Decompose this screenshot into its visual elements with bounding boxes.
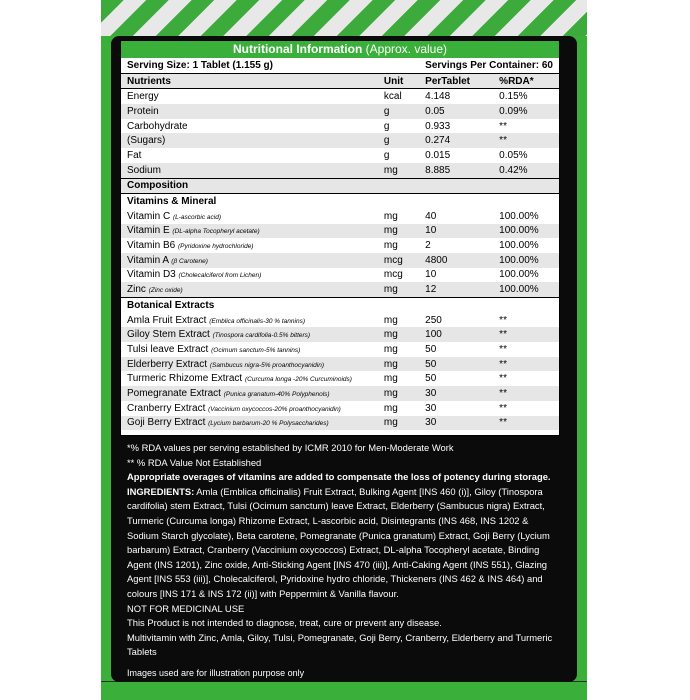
nutrient-name: Tulsi leave Extract (127, 343, 209, 355)
per-tablet-cell: 100 (419, 327, 493, 342)
nutrient-name: Energy (127, 91, 159, 103)
scientific-name: (L-ascorbic acid) (172, 213, 221, 221)
nutrient-row (121, 148, 559, 163)
vitamin-row (121, 209, 559, 224)
not-medicinal: NOT FOR MEDICINAL USE (127, 602, 245, 614)
nutrient-name: Goji Berry Extract (127, 417, 206, 429)
scientific-name: (DL-alpha Tocopheryl acetate) (172, 228, 260, 236)
col-unit: Unit (378, 73, 419, 89)
composition-label: Composition (121, 178, 559, 194)
vitamins-body (121, 209, 559, 298)
per-tablet-cell: 0.05 (419, 104, 493, 119)
rda-cell: 100.00% (499, 210, 539, 222)
col-per-tablet: PerTablet (419, 73, 493, 89)
per-tablet-cell: 0.015 (425, 149, 451, 161)
rda-cell: ** (499, 120, 507, 132)
rda-cell: ** (493, 386, 559, 401)
per-tablet-cell: 4800 (419, 253, 493, 268)
rda-cell: ** (493, 416, 559, 431)
botanical-label: Botanical Extracts (121, 298, 559, 313)
unit-cell: g (378, 104, 419, 119)
per-tablet-cell: 50 (419, 357, 493, 372)
nutrient-name: Vitamin B6 (127, 240, 176, 252)
nutrient-name-cell (121, 104, 378, 119)
serving-row (121, 58, 559, 73)
product-description: Multivitamin with Zinc, Amla, Giloy, Tulsi, Pomegranate, Goji Berry, Cranberry, Elderberry and Turmeric Tablets (127, 631, 553, 658)
vitamin-row (121, 238, 559, 253)
rda-cell: 100.00% (493, 282, 559, 297)
unit-cell: mg (378, 416, 419, 431)
nutrition-table (120, 40, 560, 436)
rda-cell: ** (499, 314, 507, 326)
vitamin-row (121, 224, 559, 239)
nutrition-header (121, 41, 559, 58)
scientific-name: (Punica granatum-40% Polyphenols) (223, 390, 330, 398)
per-tablet-cell: 12 (419, 282, 493, 297)
rda-cell: 100.00% (499, 240, 539, 252)
disclaimer: This Product is not intended to diagnose, treat, cure or prevent any disease. (127, 617, 442, 629)
ingredients-paragraph (127, 485, 557, 602)
botanical-row (121, 416, 559, 431)
nutrient-name-cell (121, 313, 378, 328)
nutrient-name: Turmeric Rhizome Extract (127, 373, 243, 385)
vitamin-row (121, 253, 559, 268)
col-rda: %RDA* (493, 73, 559, 89)
per-tablet-cell: 250 (425, 314, 442, 326)
servings-per-container: Servings Per Container: 60 (419, 58, 559, 73)
per-tablet-cell: 10 (419, 224, 493, 239)
botanical-heading-row (121, 298, 559, 313)
unit-cell: mg (383, 314, 398, 326)
nutrient-name: Vitamin C (127, 210, 171, 222)
rda-cell: ** (499, 402, 507, 414)
nutrient-row (121, 163, 559, 178)
rda-cell: ** (493, 357, 559, 372)
unit-cell: mg (378, 163, 419, 178)
botanical-row (121, 313, 559, 328)
rda-cell: 100.00% (493, 253, 559, 268)
nutrients-body (121, 89, 559, 178)
ingredients-label: INGREDIENTS: (127, 485, 195, 497)
vitamins-heading-row (121, 194, 559, 209)
nutrient-name-cell (121, 133, 378, 148)
diagonal-stripes (101, 0, 587, 40)
nutrient-name-cell (121, 148, 378, 163)
nutrient-name: Amla Fruit Extract (127, 314, 207, 326)
scientific-name: (Zinc oxide) (148, 287, 183, 295)
scientific-name: (Emblica officinalis-30 % tannins) (209, 317, 305, 325)
nutrient-name-cell (121, 282, 378, 297)
scientific-name: (Vaccinium oxycoccos-20% proanthocyanidin) (208, 405, 341, 413)
column-header-row (121, 73, 559, 89)
nutrient-name: Sodium (127, 164, 161, 176)
rda-cell: ** (499, 343, 507, 355)
nutrient-name-cell (121, 238, 378, 253)
nutrient-row (121, 89, 559, 104)
nutrient-name: (Sugars) (127, 135, 166, 147)
unit-cell: mg (383, 343, 398, 355)
per-tablet-cell: 0.933 (425, 120, 451, 132)
per-tablet-cell: 30 (419, 386, 493, 401)
botanical-row (121, 401, 559, 416)
botanical-row (121, 371, 559, 386)
botanical-row (121, 386, 559, 401)
rda-cell: 100.00% (493, 224, 559, 239)
scientific-name: (Curcuma longa -20% Curcuminoids) (245, 376, 352, 384)
unit-cell: kcal (383, 91, 402, 103)
nutrient-name-cell (121, 224, 378, 239)
per-tablet-cell: 50 (425, 373, 437, 385)
nutrient-name: Vitamin E (127, 225, 170, 237)
vitamin-row (121, 282, 559, 297)
nutrient-name-cell (121, 386, 378, 401)
per-tablet-cell: 8.885 (419, 163, 493, 178)
rda-cell: 0.09% (493, 104, 559, 119)
nutrition-subtitle: (Approx. value) (365, 42, 448, 56)
label-notes (127, 441, 557, 660)
nutrient-name-cell (121, 253, 378, 268)
overages-statement: Appropriate overages of vitamins are added to compensate the loss of potency during storage. (127, 471, 551, 483)
scientific-name: (Pyridoxine hydrochloride) (177, 243, 254, 251)
rda-cell: 0.42% (493, 163, 559, 178)
nutrient-name: Protein (127, 105, 159, 117)
scientific-name: (Ocimum sanctum-5% tannins) (211, 346, 301, 354)
nutrient-name-cell (121, 401, 378, 416)
scientific-name: (Lycium barbarum-20 % Polysaccharides) (208, 420, 329, 428)
rda-cell: ** (493, 133, 559, 148)
nutrient-name-cell (121, 89, 378, 104)
nutrient-name-cell (121, 371, 378, 386)
nutrient-row (121, 119, 559, 134)
per-tablet-cell: 4.148 (425, 91, 451, 103)
unit-cell: mg (378, 386, 419, 401)
unit-cell: mcg (378, 253, 419, 268)
nutrient-name: Cranberry Extract (127, 402, 206, 414)
botanicals-body (121, 313, 559, 431)
botanical-row (121, 357, 559, 372)
unit-cell: mg (378, 327, 419, 342)
per-tablet-cell: 30 (425, 402, 437, 414)
nutrient-name-cell (121, 327, 378, 342)
vitamins-label: Vitamins & Mineral (121, 194, 559, 209)
scientific-name: (Cholecalciferol from Lichen) (178, 272, 262, 280)
illustration-footer: Images used are for illustration purpose only (127, 668, 305, 678)
nutrient-name: Carbohydrate (127, 120, 188, 132)
unit-cell: mg (383, 402, 398, 414)
per-tablet-cell: 50 (425, 343, 437, 355)
rda-cell: 0.15% (499, 91, 528, 103)
unit-cell: mg (383, 373, 398, 385)
nutrient-name-cell (121, 209, 378, 224)
scientific-name: (β Carotene) (171, 257, 208, 265)
per-tablet-cell: 0.274 (419, 133, 493, 148)
rda-cell: ** (493, 327, 559, 342)
unit-cell: mg (378, 357, 419, 372)
nutrient-row (121, 133, 559, 148)
per-tablet-cell: 10 (425, 269, 437, 281)
per-tablet-cell: 40 (425, 210, 437, 222)
nutrient-name-cell (121, 163, 378, 178)
unit-cell: mg (383, 240, 398, 252)
composition-row (121, 178, 559, 194)
ingredients-list: Amla (Emblica officinalis) Fruit Extract, Bulking Agent [INS 460 (i)], Giloy (Tinospora cardifolia) stem Extract, Tulsi (Ocimum sanctum) leave Extract, Elderberry (Sambucus nigra) Extract, Turmeric (Curcuma longa) Rhizome Extract, L-ascorbic acid, Disintegrants (INS 468, INS 1202 & Sodium Starch glycolate), Beta carotene, Pomegranate (Punica granatum) Extract, Goji Berry (Lycium barbarum) Extract, Cranberry (Vaccinium oxycoccos) Extract, DL-alpha Tocopheryl acetate, Binding Agent (INS 1201), Zinc oxide, Anti-Sticking Agent [INS 470 (iii)], Anti-Caking Agent (INS 551), Glazing Agent [INS 553 (iii)], Cholecalciferol, Pyridoxine hydro chloride, Thickeners (INS 462 & INS 464) and colours [INS 171 & INS 172 (ii)] with Peppermint & Vanilla flavour. (127, 485, 550, 599)
serving-size: Serving Size: 1 Tablet (1.155 g) (121, 58, 419, 73)
unit-cell: g (383, 120, 390, 132)
nutrient-name: Fat (127, 149, 142, 161)
per-tablet-cell: 30 (419, 416, 493, 431)
scientific-name: (Sambucus nigra-5% proanthocyanidin) (209, 361, 324, 369)
rda-note: *% RDA values per serving established by ICMR 2010 for Men-Moderate Work (127, 442, 454, 453)
nutrient-name-cell (121, 268, 378, 283)
nutrient-row (121, 104, 559, 119)
unit-cell: mcg (383, 269, 403, 281)
nutrient-name: Vitamin A (127, 254, 169, 266)
nutrition-grid (121, 58, 559, 430)
nutrient-name-cell (121, 119, 378, 134)
nutrition-title: Nutritional Information (232, 42, 363, 56)
scientific-name: (Tinospora cardifolia-0.5% bitters) (212, 332, 311, 340)
nutrient-name-cell (121, 357, 378, 372)
rda-not-established: ** % RDA Value Not Established (127, 456, 262, 468)
col-nutrients: Nutrients (121, 73, 378, 89)
unit-cell: mg (383, 210, 398, 222)
botanical-row (121, 327, 559, 342)
nutrient-name: Elderberry Extract (127, 358, 208, 370)
unit-cell: g (378, 133, 419, 148)
bottom-green-strip (101, 682, 587, 700)
rda-cell: 0.05% (499, 149, 528, 161)
unit-cell: mg (378, 224, 419, 239)
unit-cell: g (383, 149, 390, 161)
botanical-row (121, 342, 559, 357)
nutrient-name: Pomegranate Extract (127, 387, 221, 399)
nutrient-name-cell (121, 416, 378, 431)
per-tablet-cell: 2 (425, 240, 431, 252)
rda-cell: ** (499, 373, 507, 385)
vitamin-row (121, 268, 559, 283)
nutrient-name: Vitamin D3 (127, 269, 176, 281)
rda-cell: 100.00% (499, 269, 539, 281)
nutrient-name-cell (121, 342, 378, 357)
nutrient-name: Zinc (127, 284, 146, 296)
nutrient-name: Giloy Stem Extract (127, 329, 210, 341)
unit-cell: mg (378, 282, 419, 297)
